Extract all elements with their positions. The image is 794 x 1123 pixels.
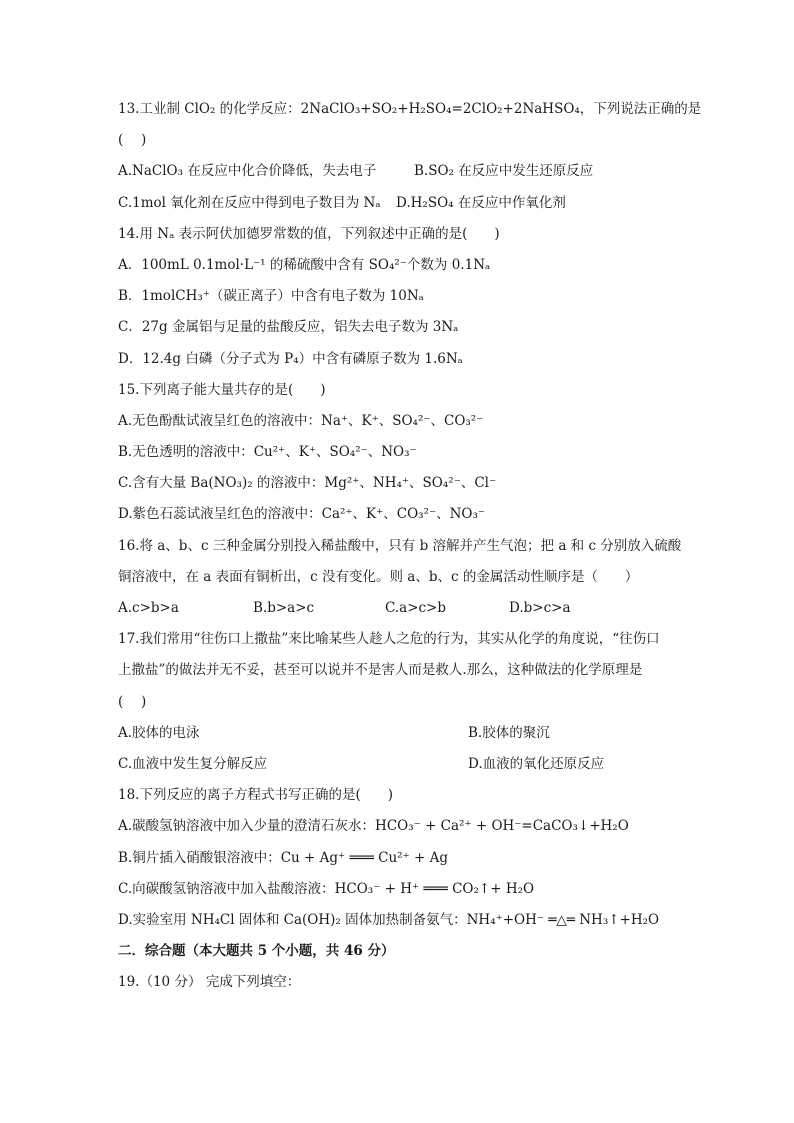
q17-option-c: C.血液中发生复分解反应 <box>118 755 268 772</box>
q13-paren: ( ) <box>118 132 147 149</box>
q16-option-c: C.a>c>b <box>385 600 447 616</box>
q13-option-d: D.H₂SO₄ 在反应中作氧化剂 <box>396 194 566 211</box>
q15-option-c: C.含有大量 Ba(NO₃)₂ 的溶液中：Mg²⁺、NH₄⁺、SO₄²⁻、Cl⁻ <box>118 475 497 492</box>
q16-stem-line2: 铜溶液中，在 a 表面有铜析出，c 没有变化。则 a、b、c 的金属活动性顺序是（ ） <box>118 568 639 585</box>
q15-option-d: D.紫色石蕊试液呈红色的溶液中：Ca²⁺、K⁺、CO₃²⁻、NO₃⁻ <box>118 506 486 523</box>
q16-stem-line1: 16.将 a、b、c 三种金属分别投入稀盐酸中，只有 b 溶解并产生气泡；把 a 和 c 分别放入硫酸 <box>118 537 682 554</box>
q19-stem: 19.（10 分） 完成下列填空： <box>118 974 301 991</box>
q17-option-b: B.胶体的聚沉 <box>468 724 550 741</box>
q13-stem: 13.工业制 ClO₂ 的化学反应：2NaClO₃+SO₂+H₂SO₄=2ClO₂+2NaHSO₄，下列说法正确的是 <box>118 101 702 117</box>
q17-options-cd <box>118 755 678 774</box>
q17-stem-line2: 上撒盐”的做法并无不妥，甚至可以说并不是害人而是救人.那么，这种做法的化学原理是 <box>118 662 643 679</box>
q15-option-a: A.无色酚酞试液呈红色的溶液中：Na⁺、K⁺、SO₄²⁻、CO₃²⁻ <box>118 412 484 429</box>
q14-option-c: C．27g 金属铝与足量的盐酸反应，铝失去电子数为 3Nₐ <box>118 319 459 336</box>
q17-option-d: D.血液的氧化还原反应 <box>468 755 605 772</box>
q14-option-b: B．1molCH₃⁺（碳正离子）中含有电子数为 10Nₐ <box>118 288 424 305</box>
q15-stem: 15.下列离子能大量共存的是( ) <box>118 381 326 398</box>
q18-option-c: C.向碳酸氢钠溶液中加入盐酸溶液：HCO₃⁻ + H⁺ ═══ CO₂↑+ H₂O <box>118 880 535 897</box>
q13-option-b: B.SO₂ 在反应中发生还原反应 <box>414 163 594 180</box>
q14-option-d: D．12.4g 白磷（分子式为 P₄）中含有磷原子数为 1.6Nₐ <box>118 350 463 367</box>
q14-option-a: A．100mL 0.1mol·L⁻¹ 的稀硫酸中含有 SO₄²⁻个数为 0.1Nₐ <box>118 256 491 273</box>
q16-option-b: B.b>a>c <box>253 600 315 616</box>
q18-option-a: A.碳酸氢钠溶液中加入少量的澄清石灰水：HCO₃⁻ + Ca²⁺ + OH⁻=CaCO₃↓+H₂O <box>118 818 629 835</box>
q13-options-cd <box>118 194 678 213</box>
q16-option-d: D.b>c>a <box>509 600 571 616</box>
q18-stem: 18.下列反应的离子方程式书写正确的是( ) <box>118 787 394 804</box>
q16-option-a: A.c>b>a <box>118 600 179 616</box>
q18-option-d: D.实验室用 NH₄Cl 固体和 Ca(OH)₂ 固体加热制备氨气：NH₄⁺+OH⁻ ═△═ NH₃↑+H₂O <box>118 911 660 928</box>
section2-title: 二．综合题（本大题共 5 个小题，共 46 分） <box>118 943 395 960</box>
q17-paren: ( ) <box>118 693 147 710</box>
q13-option-a: A.NaClO₃ 在反应中化合价降低，失去电子 <box>118 163 377 180</box>
q13-options-ab <box>118 162 678 181</box>
q14-stem: 14.用 Nₐ 表示阿伏加德罗常数的值，下列叙述中正确的是( ) <box>118 225 500 242</box>
q17-options-ab <box>118 724 678 743</box>
q17-option-a: A.胶体的电泳 <box>118 724 200 741</box>
exam-page <box>118 100 702 1004</box>
q17-stem-line1: 17.我们常用“往伤口上撒盐”来比喻某些人趁人之危的行为，其实从化学的角度说，“往伤口 <box>118 631 660 648</box>
q18-option-b: B.铜片插入硝酸银溶液中：Cu + Ag⁺ ═══ Cu²⁺ + Ag <box>118 849 448 866</box>
q16-options <box>118 599 678 618</box>
q15-option-b: B.无色透明的溶液中：Cu²⁺、K⁺、SO₄²⁻、NO₃⁻ <box>118 444 417 461</box>
q13-option-c: C.1mol 氧化剂在反应中得到电子数目为 Nₐ <box>118 194 381 211</box>
